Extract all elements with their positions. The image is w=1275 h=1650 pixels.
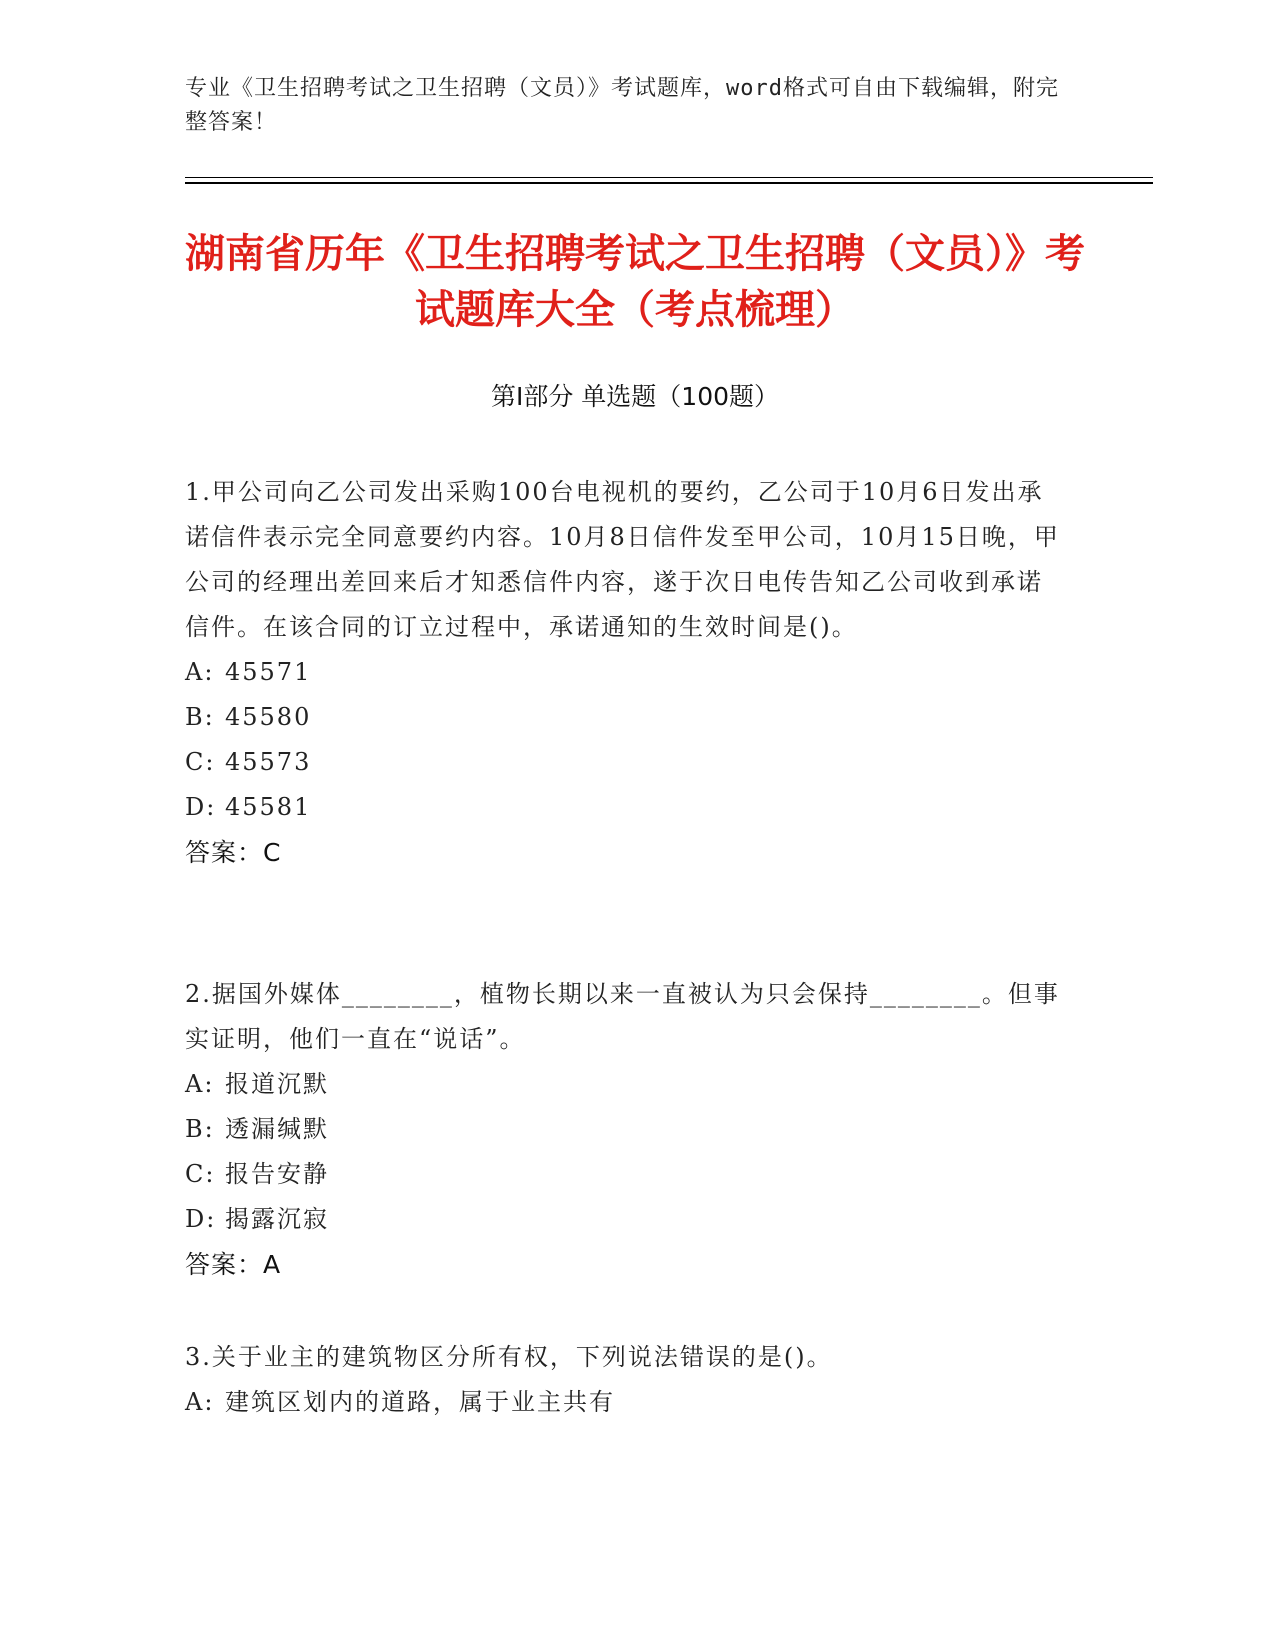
question-2 [185, 972, 1065, 1287]
answer-line [185, 1242, 1065, 1287]
option-c [185, 1152, 1065, 1197]
option-a [185, 650, 1065, 695]
option-letter: B: [185, 703, 215, 731]
option-text: 45580 [225, 703, 312, 731]
option-letter: A: [185, 1388, 215, 1416]
option-letter: B: [185, 1115, 215, 1143]
header-divider-thick [185, 182, 1153, 184]
option-text: 透漏缄默 [225, 1115, 329, 1143]
answer-label: 答案： [185, 1250, 264, 1279]
option-text: 揭露沉寂 [225, 1205, 329, 1233]
answer-value: A [263, 1250, 282, 1279]
option-letter: C: [185, 748, 216, 776]
question-stem: 2.据国外媒体________，植物长期以来一直被认为只会保持________。但事实证明，他们一直在“说话”。 [185, 980, 1060, 1053]
option-c [185, 740, 1065, 785]
question-stem: 3.关于业主的建筑物区分所有权，下列说法错误的是()。 [185, 1343, 833, 1371]
option-text: 报道沉默 [225, 1070, 329, 1098]
option-text: 报告安静 [225, 1160, 329, 1188]
option-text: 45581 [225, 793, 312, 821]
option-d [185, 785, 1065, 830]
option-text: 建筑区划内的道路，属于业主共有 [225, 1388, 615, 1416]
option-letter: A: [185, 1070, 215, 1098]
option-b [185, 1107, 1065, 1152]
question-1 [185, 470, 1065, 875]
header-note: 专业《卫生招聘考试之卫生招聘（文员）》考试题库，word格式可自由下载编辑，附完整答案！ [185, 76, 1059, 135]
option-text: 45571 [225, 658, 312, 686]
option-d [185, 1197, 1065, 1242]
option-letter: D: [185, 793, 217, 821]
option-text: 45573 [225, 748, 312, 776]
option-a [185, 1380, 1065, 1425]
section-heading: 第Ⅰ部分 单选题（100题） [490, 382, 780, 411]
option-letter: D: [185, 1205, 217, 1233]
question-stem: 1.甲公司向乙公司发出采购100台电视机的要约，乙公司于10月6日发出承诺信件表示完全同意要约内容。10月8日信件发至甲公司，10月15日晚，甲公司的经理出差回来后才知悉信件内容，遂于次日电传告知乙公司收到承诺信件。在该合同的订立过程中，承诺通知的生效时间是()。 [185, 478, 1060, 641]
answer-label: 答案： [185, 838, 264, 867]
question-3 [185, 1335, 1065, 1425]
header-divider-thin [185, 177, 1153, 178]
option-letter: C: [185, 1160, 216, 1188]
document-title: 湖南省历年《卫生招聘考试之卫生招聘（文员）》考试题库大全（考点梳理） [185, 231, 1085, 333]
answer-line [185, 830, 1065, 875]
answer-value: C [263, 838, 282, 867]
option-letter: A: [185, 658, 215, 686]
option-b [185, 695, 1065, 740]
option-a [185, 1062, 1065, 1107]
